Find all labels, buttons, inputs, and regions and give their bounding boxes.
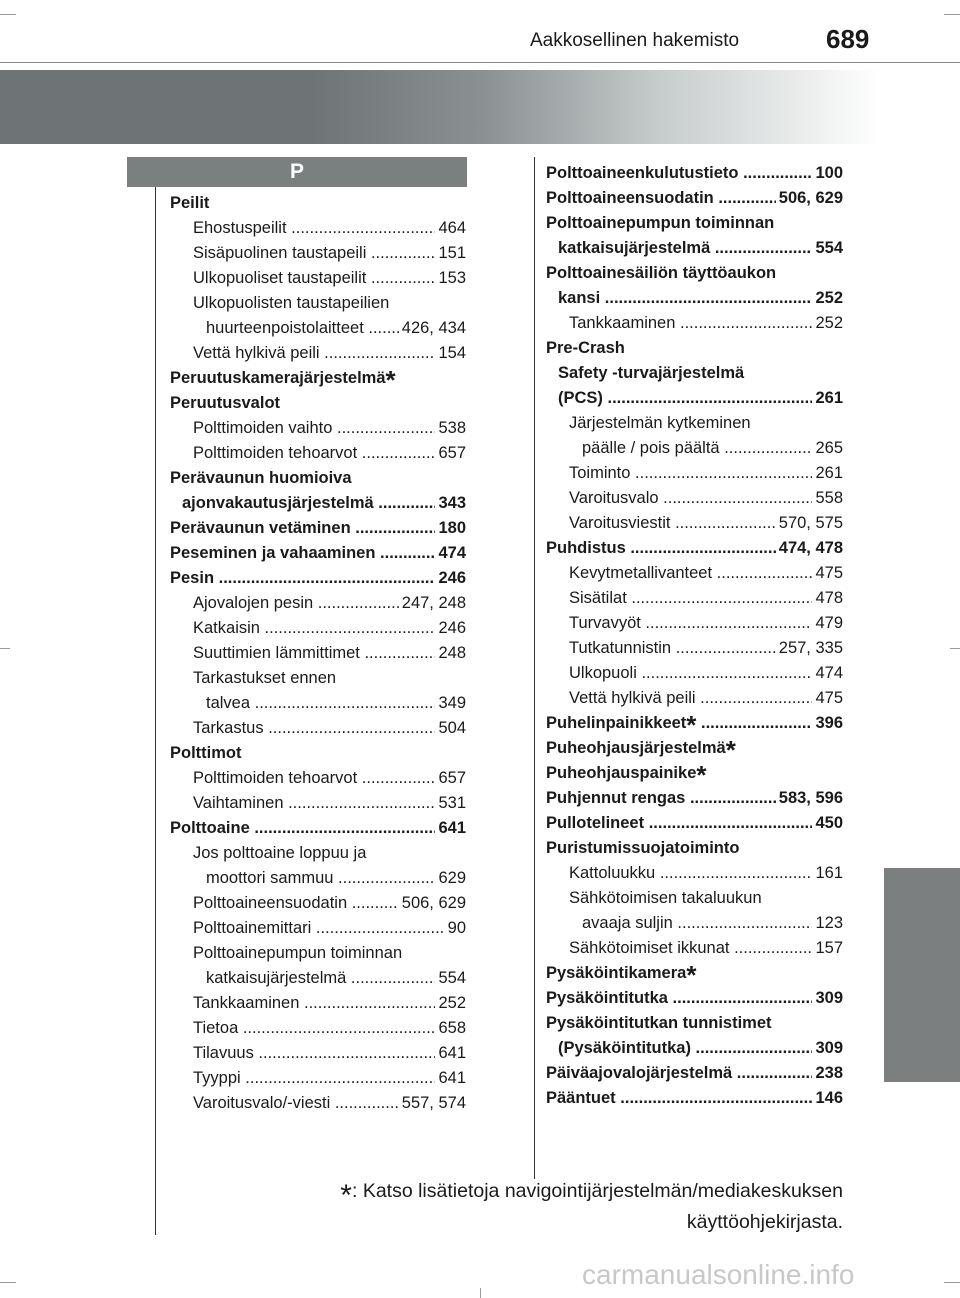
- index-entry-term: Ulkopuolisten taustapeilien: [193, 294, 390, 312]
- index-entry: [546, 311, 843, 336]
- index-entry: [546, 411, 843, 436]
- index-entry: [546, 611, 843, 636]
- index-entry-term: Polttimoiden tehoarvot: [193, 769, 358, 787]
- crop-mark: [950, 648, 960, 649]
- index-entry-term: Puhelinpainikkeet: [546, 714, 687, 732]
- index-entry: [170, 1041, 466, 1066]
- index-entry: [546, 486, 843, 511]
- index-entry-page: 146: [812, 1086, 843, 1111]
- index-entry-term: Polttimoiden vaihto: [193, 419, 333, 437]
- index-entry-term: Polttoaineensuodatin: [546, 189, 714, 207]
- index-entry-term: moottori sammuu: [206, 869, 334, 887]
- watermark: carmanualsonline.info: [582, 1259, 855, 1290]
- index-entry-term: Vettä hylkivä peili: [569, 689, 696, 707]
- index-entry-term: Tyyppi: [193, 1069, 241, 1087]
- index-entry: [546, 586, 843, 611]
- index-entry-page: 349: [435, 691, 466, 716]
- index-entry: [170, 741, 466, 766]
- index-entry: [546, 461, 843, 486]
- index-entry-page: 506, 629: [776, 186, 843, 211]
- crop-mark: [0, 648, 10, 649]
- index-entry-page: 90: [445, 916, 466, 941]
- index-entry-page: 261: [812, 461, 843, 486]
- index-entry-term: Tutkatunnistin: [569, 639, 672, 657]
- index-entry-term: Ulkopuoli: [569, 664, 637, 682]
- footnote-line-1: [300, 1176, 843, 1212]
- index-entry-page: 657: [435, 766, 466, 791]
- index-entry-term: päälle / pois päältä: [582, 439, 720, 457]
- index-entry-page: 641: [435, 1066, 466, 1091]
- index-entry: [170, 191, 466, 216]
- index-entry-term: Polttimoiden tehoarvot: [193, 444, 358, 462]
- index-entry: [546, 1036, 843, 1061]
- index-entry: [170, 466, 466, 491]
- index-entry-term: Polttoainepumpun toiminnan: [193, 944, 403, 962]
- index-entry-page: 558: [812, 486, 843, 511]
- index-entry-term: Puhjennut rengas: [546, 789, 686, 807]
- index-entry-term: Tietoa: [193, 1019, 239, 1037]
- index-entry-term: Varoitusvalo: [569, 489, 659, 507]
- index-entry: [546, 436, 843, 461]
- index-entry-page: 531: [435, 791, 466, 816]
- index-entry: [170, 691, 466, 716]
- index-entry-page: 180: [435, 516, 466, 541]
- index-entry: [546, 761, 843, 786]
- index-entry: [170, 291, 466, 316]
- index-entry-term: Ulkopuoliset taustapeilit: [193, 269, 367, 287]
- index-entry-page: 123: [812, 911, 843, 936]
- index-entry-term: Peilit: [170, 194, 210, 212]
- index-entry: [170, 841, 466, 866]
- index-entry-page: 252: [812, 286, 843, 311]
- index-entry-term: Pesin: [170, 569, 215, 587]
- index-entry-page: 554: [812, 236, 843, 261]
- crop-mark: [944, 1282, 960, 1283]
- index-entry: [546, 386, 843, 411]
- index-entry: [546, 736, 843, 761]
- index-entry-page: 309: [812, 1036, 843, 1061]
- index-entry: [546, 1086, 843, 1111]
- index-entry-page: 343: [435, 491, 466, 516]
- index-entry-term: Jos polttoaine loppuu ja: [193, 844, 367, 862]
- index-entry-page: 475: [812, 686, 843, 711]
- index-entry-page: 475: [812, 561, 843, 586]
- index-entry-page: 246: [435, 616, 466, 641]
- index-entry-term: Peruutusvalot: [170, 394, 281, 412]
- index-entry: [170, 1091, 466, 1116]
- index-entry-page: 426, 434: [399, 316, 466, 341]
- index-entry-page: 252: [435, 991, 466, 1016]
- index-entry: [546, 686, 843, 711]
- index-entry: [170, 716, 466, 741]
- index-entry-term: Sisätilat: [569, 589, 627, 607]
- footnote-asterisk: *: [696, 761, 707, 786]
- index-entry-term: katkaisujärjestelmä: [206, 969, 347, 987]
- index-entry-page: 161: [812, 861, 843, 886]
- index-entry-page: 450: [812, 811, 843, 836]
- index-entry-term: Kattoluukku: [569, 864, 656, 882]
- crop-mark: [0, 14, 16, 15]
- index-entry: [546, 261, 843, 286]
- index-entry-page: 238: [812, 1061, 843, 1086]
- index-entry-page: 557, 574: [399, 1091, 466, 1116]
- index-entry: [170, 916, 466, 941]
- index-entry: [546, 911, 843, 936]
- index-entry-page: 504: [435, 716, 466, 741]
- index-entry: [170, 416, 466, 441]
- index-entry-term: avaaja suljin: [582, 914, 673, 932]
- index-entry: [546, 661, 843, 686]
- index-entry-term: Tankkaaminen: [193, 994, 300, 1012]
- index-entry-term: Katkaisin: [193, 619, 260, 637]
- index-entry: [170, 441, 466, 466]
- section-letter-bar: [127, 157, 467, 187]
- index-entry-page: 657: [435, 441, 466, 466]
- crop-mark: [944, 14, 960, 15]
- index-entry-term: Tarkastus: [193, 719, 264, 737]
- index-entry: [170, 516, 466, 541]
- index-entry-page: 479: [812, 611, 843, 636]
- index-entry: [170, 766, 466, 791]
- index-entry-page: 583, 596: [776, 786, 843, 811]
- index-entry-term: Sähkötoimisen takaluukun: [569, 889, 762, 907]
- index-entry-term: Järjestelmän kytkeminen: [569, 414, 751, 432]
- index-entry: [546, 561, 843, 586]
- index-entry-page: 252: [812, 311, 843, 336]
- index-entry-page: 154: [435, 341, 466, 366]
- index-entry: [170, 891, 466, 916]
- index-entry: [546, 1011, 843, 1036]
- index-entry-page: 478: [812, 586, 843, 611]
- index-entry: [170, 816, 466, 841]
- chapter-side-tab: [884, 868, 960, 1082]
- index-entry-term: Sisäpuolinen taustapeili: [193, 244, 367, 262]
- index-entry-page: 157: [812, 936, 843, 961]
- index-entry-term: Varoitusviestit: [569, 514, 671, 532]
- index-entry-page: 641: [435, 1041, 466, 1066]
- index-entry-term: Polttoaine: [170, 819, 250, 837]
- index-entry-page: 309: [812, 986, 843, 1011]
- index-entry-term: Polttimot: [170, 744, 242, 762]
- index-entry-page: 474: [812, 661, 843, 686]
- index-entry: [546, 786, 843, 811]
- index-entry-term: Vaihtaminen: [193, 794, 284, 812]
- index-entry: [170, 941, 466, 966]
- index-entry-page: 100: [812, 161, 843, 186]
- crop-mark: [0, 1282, 16, 1283]
- index-entry-term: Ajovalojen pesin: [193, 594, 314, 612]
- index-entry-term: Päiväajovalojärjestelmä: [546, 1064, 733, 1082]
- index-entry-term: Perävaunun vetäminen: [170, 519, 351, 537]
- index-entry-term: Tilavuus: [193, 1044, 254, 1062]
- index-entry-term: (Pysäköintitutka): [558, 1039, 691, 1057]
- index-entry-term: Pääntuet: [546, 1089, 616, 1107]
- index-entry: [546, 286, 843, 311]
- index-entry: [170, 316, 466, 341]
- index-entry: [546, 336, 843, 361]
- header-title: Aakkosellinen hakemisto: [530, 30, 740, 51]
- index-entry-term: huurteenpoistolaitteet: [206, 319, 364, 337]
- index-entry-term: Vettä hylkivä peili: [193, 344, 320, 362]
- footnote-asterisk: *: [385, 366, 396, 391]
- index-entry-page: 641: [435, 816, 466, 841]
- page-number: 689: [826, 24, 870, 54]
- index-entry: [546, 186, 843, 211]
- index-entry-page: 474, 478: [776, 536, 843, 561]
- index-entry-page: 570, 575: [776, 511, 843, 536]
- index-entry: [170, 391, 466, 416]
- index-entry-term: Polttoainepumpun toiminnan: [546, 214, 775, 232]
- index-entry: [546, 161, 843, 186]
- index-entry-term: Peseminen ja vahaaminen: [170, 544, 376, 562]
- index-entry: [170, 591, 466, 616]
- index-entry-term: (PCS): [558, 389, 603, 407]
- index-entry-term: Sähkötoimiset ikkunat: [569, 939, 730, 957]
- index-entry-term: Polttoaineenkulutustieto: [546, 164, 739, 182]
- index-entry-term: Polttoaineensuodatin: [193, 894, 348, 912]
- footnote-asterisk: *: [725, 736, 736, 761]
- index-entry-page: 151: [435, 241, 466, 266]
- index-entry-page: 506, 629: [399, 891, 466, 916]
- crop-mark: [480, 1288, 481, 1298]
- index-entry: [546, 861, 843, 886]
- index-entry: [546, 886, 843, 911]
- column-rule-middle: [534, 157, 535, 1179]
- index-entry-term: Ehostuspeilit: [193, 219, 287, 237]
- index-entry-term: ajonvakautusjärjestelmä: [182, 494, 374, 512]
- index-entry-term: katkaisujärjestelmä: [558, 239, 711, 257]
- index-entry: [546, 211, 843, 236]
- index-entry: [170, 866, 466, 891]
- index-entry-term: Varoitusvalo/-viesti: [193, 1094, 331, 1112]
- index-entry-term: Suuttimien lämmittimet: [193, 644, 360, 662]
- index-entry-page: 474: [435, 541, 466, 566]
- index-entry-page: 538: [435, 416, 466, 441]
- index-entry: [546, 511, 843, 536]
- index-entry-term: Turvavyöt: [569, 614, 641, 632]
- index-entry-page: 247, 248: [399, 591, 466, 616]
- index-entry-term: Puheohjausjärjestelmä: [546, 739, 726, 757]
- index-entry-term: Puristumissuojatoiminto: [546, 839, 740, 857]
- index-entry: [170, 791, 466, 816]
- index-entry: [546, 961, 843, 986]
- index-entry-page: 396: [812, 711, 843, 736]
- index-entry: [170, 1066, 466, 1091]
- index-entry-page: 248: [435, 641, 466, 666]
- index-entry: [170, 241, 466, 266]
- index-entry-page: 153: [435, 266, 466, 291]
- index-entry-term: Tarkastukset ennen: [193, 669, 337, 687]
- index-entry-page: 629: [435, 866, 466, 891]
- index-entry-term: Safety -turvajärjestelmä: [558, 364, 745, 382]
- index-entry: [546, 636, 843, 661]
- column-rule-left: [155, 187, 156, 1235]
- index-entry: [546, 836, 843, 861]
- index-entry-page: 265: [812, 436, 843, 461]
- index-entry-term: Pysäköintitutkan tunnistimet: [546, 1014, 772, 1032]
- index-entry: [170, 266, 466, 291]
- index-entry: [546, 936, 843, 961]
- index-entry: [546, 1061, 843, 1086]
- index-entry-term: Pullotelineet: [546, 814, 645, 832]
- index-entry: [546, 361, 843, 386]
- index-entry: [170, 616, 466, 641]
- index-entry-term: Polttoainesäiliön täyttöaukon: [546, 264, 777, 282]
- index-entry-term: Pre-Crash: [546, 339, 625, 357]
- index-entry-term: Puheohjauspainike: [546, 764, 697, 782]
- footnote-asterisk: *: [340, 1179, 352, 1212]
- footnote-line-2: käyttöohjekirjasta.: [686, 1211, 843, 1233]
- index-entry: [170, 541, 466, 566]
- index-entry: [170, 216, 466, 241]
- index-entry-term: Peruutuskamerajärjestelmä: [170, 369, 386, 387]
- index-entry-term: Puhdistus: [546, 539, 626, 557]
- header-rule: [0, 62, 960, 63]
- index-entry: [170, 366, 466, 391]
- index-entry-term: talvea: [206, 694, 251, 712]
- index-column-left: [170, 191, 466, 1116]
- index-entry: [170, 991, 466, 1016]
- index-entry-page: 261: [812, 386, 843, 411]
- index-entry: [170, 966, 466, 991]
- footnote-asterisk: *: [686, 961, 697, 986]
- header-banner: [0, 70, 882, 144]
- index-entry: [170, 566, 466, 591]
- index-entry: [170, 666, 466, 691]
- index-entry-page: 658: [435, 1016, 466, 1041]
- footnote-text: : Katso lisätietoja navigointijärjestelmän/mediakeskuksen: [351, 1180, 843, 1202]
- index-entry: [546, 811, 843, 836]
- footnote: [300, 1176, 843, 1238]
- index-entry-page: 257, 335: [776, 636, 843, 661]
- index-entry-page: 464: [435, 216, 466, 241]
- index-entry-term: Pysäköintikamera: [546, 964, 687, 982]
- index-entry-term: Pysäköintitutka: [546, 989, 668, 1007]
- index-entry: [546, 236, 843, 261]
- index-entry: [170, 491, 466, 516]
- index-entry: [546, 986, 843, 1011]
- index-column-right: [546, 161, 843, 1111]
- footnote-asterisk: *: [686, 711, 697, 736]
- index-entry-term: Tankkaaminen: [569, 314, 676, 332]
- index-entry-page: 246: [435, 566, 466, 591]
- index-entry: [170, 641, 466, 666]
- index-entry: [170, 341, 466, 366]
- index-entry: [546, 711, 843, 736]
- index-entry-term: Kevytmetallivanteet: [569, 564, 713, 582]
- index-entry: [170, 1016, 466, 1041]
- section-letter: P: [289, 160, 304, 183]
- index-entry-page: 554: [435, 966, 466, 991]
- index-entry-term: Perävaunun huomioiva: [170, 469, 352, 487]
- index-entry-term: Polttoainemittari: [193, 919, 312, 937]
- index-entry-term: Toiminto: [569, 464, 631, 482]
- index-entry: [546, 536, 843, 561]
- index-entry-term: kansi: [558, 289, 601, 307]
